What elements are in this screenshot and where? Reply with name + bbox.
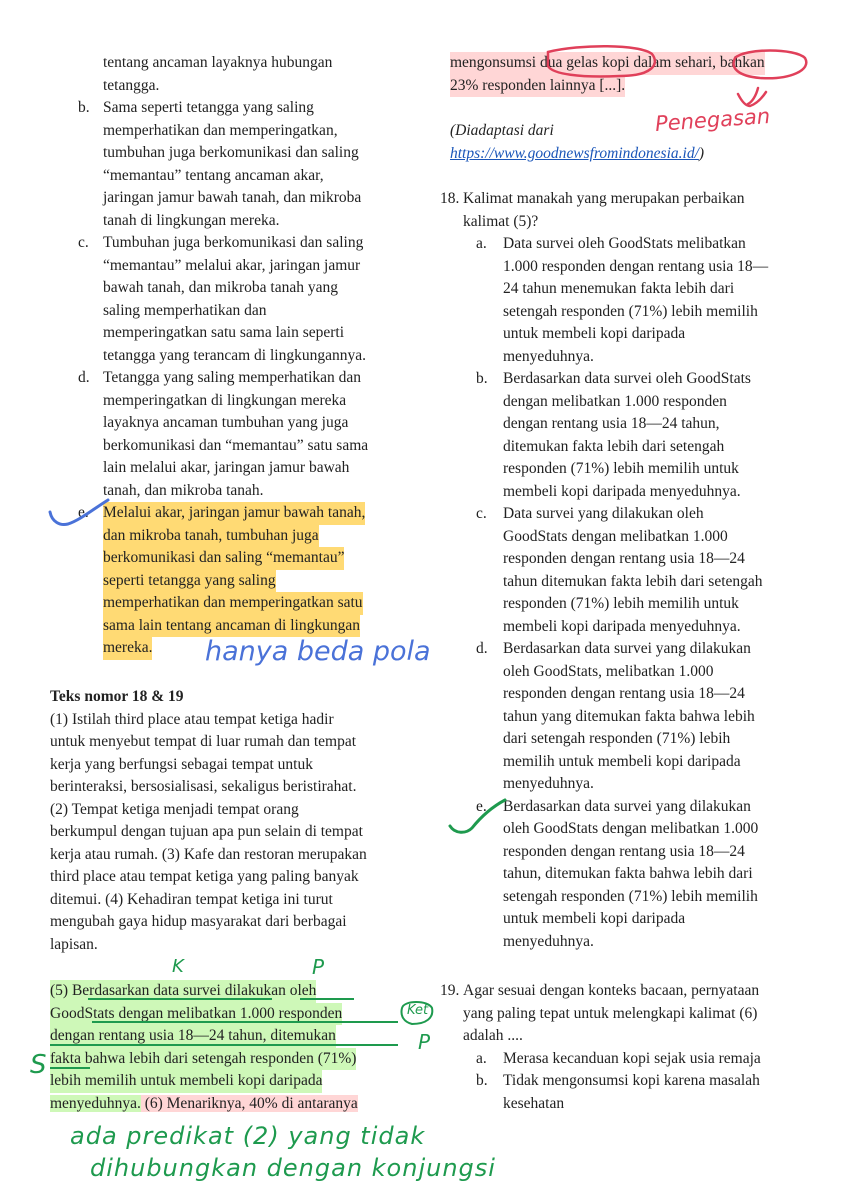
option-line: berkomunikasi dan saling “memantau” [103,547,344,570]
source-close: ) [698,144,705,162]
option-line: berkomunikasi dan “memantau” satu sama [103,436,369,454]
paragraph-line: dengan rentang usia 18—24 tahun, ditemukan [50,1025,336,1048]
text-line: tentang ancaman layaknya hubungan [103,54,333,71]
paragraph-line [50,1093,358,1116]
handwritten-mark-p: P [312,955,325,979]
option-line: Berdasarkan data survei yang dilakukan [503,797,751,815]
option-line: GoodStats dengan melibatkan 1.000 [503,527,728,545]
question-line: yang paling tepat untuk melengkapi kalimat (6) [463,1004,758,1022]
question-line: kalimat (5)? [463,212,539,230]
paragraph-line: fakta bahwa lebih dari setengah responden (71%) [50,1048,356,1071]
option-line: seperti tetangga yang saling [103,570,276,593]
question-line: adalah .... [463,1027,523,1044]
option-line: membeli kopi daripada menyeduhnya. [503,617,741,635]
option-line: menyeduhnya. [503,932,594,950]
paragraph-line: third place atau tempat ketiga yang paling banyak [50,868,359,885]
handwritten-mark-p2: P [418,1030,431,1054]
source-line: (Diadaptasi dari [450,122,554,139]
option-line: Data survei oleh GoodStats melibatkan [503,235,746,252]
text-line: tetangga. [103,76,160,94]
option-line: Tetangga yang saling memperhatikan dan [103,369,362,386]
paragraph-line: lapisan. [50,935,98,953]
option-line: sama lain tentang ancaman di lingkungan [103,615,360,638]
question-line: Agar sesuai dengan konteks bacaan, pernyataan [463,982,760,999]
text-line: mengonsumsi dua gelas kopi dalam sehari, bahkan [450,52,765,75]
option-label: b. [78,99,90,116]
paragraph-line: berkumpul dengan tujuan apa pun selain di tempat [50,823,363,840]
option-line: layaknya ancaman tumbuhan yang juga [103,414,349,431]
paragraph-line: (5) Berdasarkan data survei dilakukan oleh [50,980,316,1003]
paragraph-line: GoodStats dengan melibatkan 1.000 responden [50,1003,342,1026]
option-line: Berdasarkan data survei oleh GoodStats [503,370,751,387]
option-line: responden (71%) lebih memilih untuk [503,460,739,477]
option-line: memperhatikan dan memperingatkan satu [103,592,363,615]
handwritten-note-line1: ada predikat (2) yang tidak [70,1122,426,1150]
handwritten-mark-s: S [30,1050,47,1080]
option-line: untuk membeli kopi daripada [503,325,686,342]
option-line: tanah di lingkungan mereka. [103,211,280,229]
option-line: setengah responden (71%) lebih memilih [503,887,758,905]
option-line: kesehatan [503,1094,565,1112]
option-line: Merasa kecanduan kopi sejak usia remaja [503,1049,761,1067]
paragraph-line: (1) Istilah third place atau tempat ketiga hadir [50,710,334,728]
option-line: Tidak mengonsumsi kopi karena masalah [503,1072,760,1089]
option-line: 24 tahun menemukan fakta lebih dari [503,280,735,297]
option-line: ditemukan fakta lebih dari setengah [503,437,725,455]
paragraph-line: mengubah gaya hidup masyarakat dari berbagai [50,913,347,930]
option-label: b. [476,1072,488,1089]
source-url-line [450,143,704,166]
paragraph-line: berinteraksi, bersosialisasi, sekaligus beristirahat. [50,778,357,795]
option-line: tumbuhan juga berkomunikasi dan saling [103,144,359,161]
paragraph-line: lebih memilih untuk membeli kopi daripada [50,1070,322,1093]
option-label: c. [476,505,487,522]
option-label: d. [78,369,90,386]
question-number: 19. [440,982,460,999]
option-label: c. [78,234,89,251]
option-line: responden dengan rentang usia 18—24 [503,685,745,702]
option-line: responden (71%) lebih memilih untuk [503,595,739,612]
option-label: e. [476,797,487,815]
text-line: 23% responden lainnya [...]. [450,75,625,98]
option-line: tahun yang ditemukan fakta bahwa lebih [503,707,755,725]
option-line: membeli kopi daripada menyeduhnya. [503,482,741,500]
handwritten-mark-ket: Ket [407,1003,429,1018]
option-line: “memantau” tentang ancaman akar, [103,166,324,184]
option-line: saling memperhatikan dan [103,301,267,319]
paragraph-line: ditemui. (4) Kehadiran tempat ketiga ini turut [50,890,333,908]
option-label: e. [78,504,89,521]
option-label: b. [476,370,488,387]
option-line: tetangga yang terancam di lingkungannya. [103,346,366,364]
option-line: tahun ditemukan fakta lebih dari setengah [503,572,763,590]
para-segment: menyeduhnya. [50,1094,141,1112]
handwritten-note-penegasan: Penegasan [654,104,771,136]
option-line: Tumbuhan juga berkomunikasi dan saling [103,234,364,251]
option-line: dengan melibatkan 1.000 responden [503,392,727,410]
option-line: Berdasarkan data survei yang dilakukan [503,640,751,657]
option-line: memilih untuk membeli kopi daripada [503,752,741,770]
option-line: mereka. [103,637,152,660]
option-line: Sama seperti tetangga yang saling [103,99,314,116]
option-line: 1.000 responden dengan rentang usia 18— [503,257,769,275]
option-line: tanah, dan mikroba tanah. [103,481,264,499]
paragraph-line: (2) Tempat ketiga menjadi tempat orang [50,800,299,818]
question-line: Kalimat manakah yang merupakan perbaikan [463,190,745,207]
option-line: memperhatikan dan memperingatkan, [103,121,338,139]
option-line: menyeduhnya. [503,775,594,792]
question-number: 18. [440,190,460,207]
option-line: responden dengan rentang usia 18—24 [503,550,745,567]
option-line: bawah tanah, dan mikroba tanah yang [103,279,338,296]
option-line: jaringan jamur bawah tanah, dan mikroba [103,189,362,206]
option-line: setengah responden (71%) lebih memilih [503,302,758,320]
paragraph-line: untuk menyebut tempat di luar rumah dan tempat [50,733,357,750]
option-line: dan mikroba tanah, tumbuhan juga [103,525,319,548]
option-line: untuk membeli kopi daripada [503,910,686,927]
handwritten-note-line2: dihubungkan dengan konjungsi [90,1154,496,1182]
option-label: a. [476,1049,487,1067]
para-segment: (6) Menariknya, 40% di antaranya [140,1094,358,1112]
option-line: oleh GoodStats dengan melibatkan 1.000 [503,820,759,837]
paragraph-line: kerja atau rumah. (3) Kafe dan restoran merupakan [50,845,367,863]
option-line: “memantau” melalui akar, jaringan jamur [103,256,361,274]
option-label: d. [476,640,488,657]
option-line: responden dengan rentang usia 18—24 [503,842,745,860]
option-line: menyeduhnya. [503,347,594,365]
option-line: dengan rentang usia 18—24 tahun, [503,415,720,432]
option-line: memperingatkan satu sama lain seperti [103,324,345,341]
option-line: Data survei yang dilakukan oleh [503,505,704,522]
option-label: a. [476,235,487,252]
paragraph-line: kerja yang berfungsi sebagai tempat untuk [50,755,313,773]
option-line: dari setengah responden (71%) lebih [503,730,731,747]
option-line: tahun, ditemukan fakta bahwa lebih dari [503,865,753,882]
red-arrow [738,88,766,106]
option-line: oleh GoodStats, melibatkan 1.000 [503,662,714,680]
handwritten-mark-k: K [172,956,184,977]
option-line: Melalui akar, jaringan jamur bawah tanah, [103,502,365,525]
handwritten-note-beda-pola: hanya beda pola [205,636,431,667]
option-line: lain melalui akar, jaringan jamur bawah [103,459,350,476]
option-line: memperingatkan di lingkungan mereka [103,391,347,409]
source-link: https://www.goodnewsfromindonesia.id/ [450,144,699,162]
section-title: Teks nomor 18 & 19 [50,688,184,705]
